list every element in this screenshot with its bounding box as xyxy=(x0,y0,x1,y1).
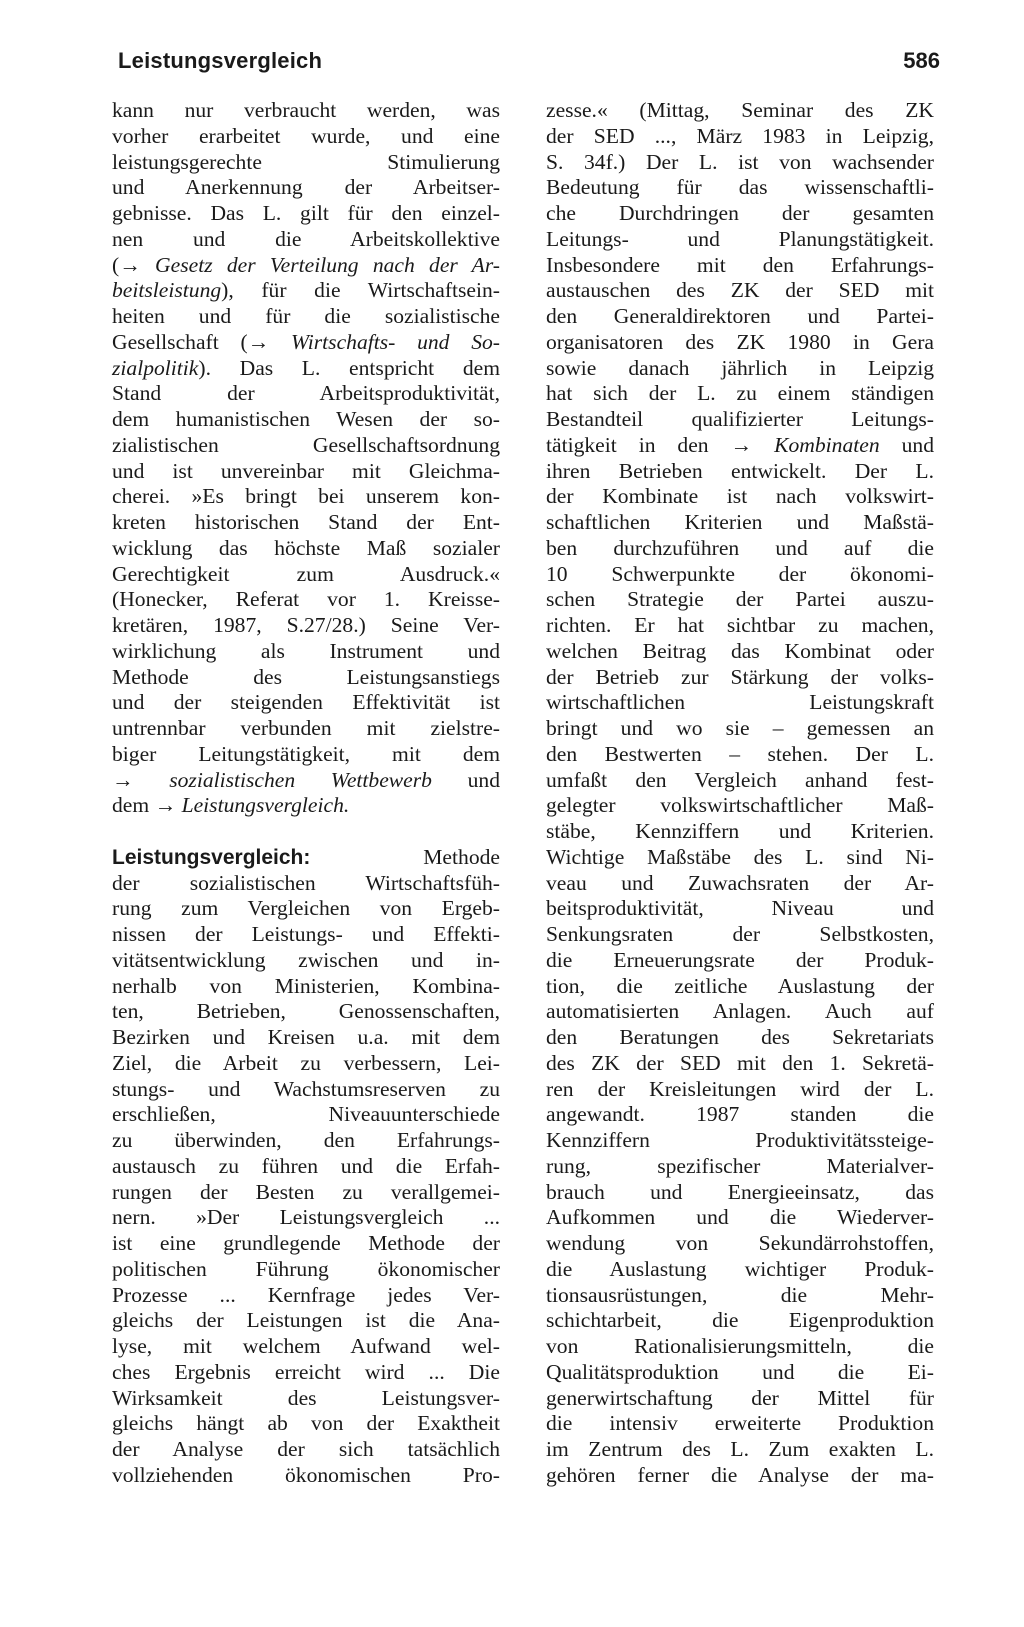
text-line: ben durchzuführen und auf die xyxy=(546,535,934,560)
text-line: umfaßt den Vergleich anhand fest- xyxy=(546,767,934,792)
text-line: ihren Betrieben entwickelt. Der L. xyxy=(546,458,934,483)
text-line: wirtschaftlichen Leistungskraft xyxy=(546,690,934,715)
text-block xyxy=(112,304,500,330)
text-line: den Generaldirektoren und Partei- xyxy=(546,304,934,328)
cross-reference[interactable]: Kombinaten xyxy=(774,432,880,457)
running-head: Leistungsvergleich xyxy=(118,48,323,73)
cross-reference[interactable]: beitsleistung xyxy=(112,278,222,303)
text-line: brauch und Energieeinsatz, das xyxy=(546,1179,934,1204)
text-line: von Rationalisierungsmitteln, die xyxy=(546,1334,934,1358)
text-line: Ziel, die Arbeit zu verbessern, Lei- xyxy=(112,1050,500,1075)
text-line: kreten historischen Stand der Ent- xyxy=(112,510,500,534)
text-line: Bestandteil qualifizierter Leitungs- xyxy=(546,407,934,431)
text-line: bringt und wo sie – gemessen an xyxy=(546,716,934,740)
text-line: zialistischen Gesellschaftsordnung xyxy=(112,432,500,457)
cross-reference-arrow: (→ xyxy=(112,252,141,277)
entry-headword: Leistungsvergleich: xyxy=(112,845,311,869)
text-line: Wichtige Maßstäbe des L. sind Ni- xyxy=(546,844,934,869)
text-line: gleichs hängt ab von der Exaktheit xyxy=(112,1411,500,1436)
text-line: 10 Schwerpunkte der ökonomi- xyxy=(546,561,934,586)
text-line: Senkungsraten der Selbstkosten, xyxy=(546,922,934,946)
text-line: beitsleistung), für die Wirtschaftsein- xyxy=(112,278,500,303)
text-line: nern. »Der Leistungsvergleich ... xyxy=(112,1205,500,1230)
text-line: zialpolitik). Das L. entspricht dem xyxy=(112,355,500,380)
text-line: richten. Er hat sichtbar zu machen, xyxy=(546,613,934,637)
entry-first-line: Leistungsvergleich: Methode xyxy=(112,844,500,869)
page-number: 586 xyxy=(903,48,940,73)
text-line: ren der Kreisleitungen wird der L. xyxy=(546,1076,934,1101)
text-line: ches Ergebnis erreicht wird ... Die xyxy=(112,1359,500,1384)
text-line: vitätsentwicklung zwischen und in- xyxy=(112,947,500,972)
text-line: schichtarbeit, die Eigenproduktion xyxy=(546,1308,934,1333)
text-line: politischen Führung ökonomischer xyxy=(112,1256,500,1281)
text-block xyxy=(546,459,934,1489)
paragraph-gap xyxy=(112,819,500,845)
text-line: tionsausrüstungen, die Mehr- xyxy=(546,1282,934,1307)
text-line: nerhalb von Ministerien, Kombina- xyxy=(112,973,500,998)
text-line: austausch zu führen und die Erfah- xyxy=(112,1153,500,1178)
text-line: austauschen des ZK der SED mit xyxy=(546,278,934,303)
text-line: schen Strategie der Partei auszu- xyxy=(546,587,934,612)
text-line: rungen der Besten zu verallgemei- xyxy=(112,1179,500,1204)
text-line: die Auslastung wichtiger Produk- xyxy=(546,1256,934,1281)
text-line: welchen Beitrag das Kombinat oder xyxy=(546,638,934,663)
text-line: vorher erarbeitet wurde, und eine xyxy=(112,123,500,148)
text-line: che Durchdringen der gesamten xyxy=(546,201,934,225)
text-line: stäbe, Kennziffern und Kriterien. xyxy=(546,819,934,843)
text-line: zesse.« (Mittag, Seminar des ZK xyxy=(546,98,934,122)
text-line: den Beratungen des Sekretariats xyxy=(546,1025,934,1049)
text-line: dem humanistischen Wesen der so- xyxy=(112,407,500,431)
text-line: Methode des Leistungsanstiegs xyxy=(112,664,500,689)
text-line: heiten und für die sozialistische xyxy=(112,304,500,328)
cross-reference[interactable]: zialpolitik xyxy=(112,355,199,380)
text-line: generwirtschaftung der Mittel für xyxy=(546,1385,934,1410)
text-line: Prozesse ... Kernfrage jedes Ver- xyxy=(112,1282,500,1307)
text-line: der Betrieb zur Stärkung der volks- xyxy=(546,664,934,689)
text-block xyxy=(112,871,500,1489)
text-line: organisatoren des ZK 1980 in Gera xyxy=(546,329,934,354)
text-line: der Kombinate ist nach volkswirt- xyxy=(546,484,934,509)
text-line: gehören ferner die Analyse der ma- xyxy=(546,1462,934,1487)
text-line: stungs- und Wachstumsreserven zu xyxy=(112,1076,500,1101)
text-line: Kennziffern Produktivitätssteige- xyxy=(546,1128,934,1152)
text-line: beitsproduktivität, Niveau und xyxy=(546,896,934,921)
text-line: untrennbar verbunden mit zielstre- xyxy=(112,716,500,740)
text-line: ist eine grundlegende Methode der xyxy=(112,1231,500,1255)
text-line: nissen der Leistungs- und Effekti- xyxy=(112,922,500,946)
text-line: wicklung das höchste Maß sozialer xyxy=(112,535,500,560)
text-line: Insbesondere mit den Erfahrungs- xyxy=(546,252,934,277)
text-line: und ist unvereinbar mit Gleichma- xyxy=(112,458,500,483)
text-line: Bezirken und Kreisen u.a. mit dem xyxy=(112,1025,500,1049)
text-line: angewandt. 1987 standen die xyxy=(546,1102,934,1127)
text-line: Gerechtigkeit zum Ausdruck.« xyxy=(112,561,500,586)
text-line: rung zum Vergleichen von Ergeb- xyxy=(112,896,500,921)
text-line: tätigkeit in den → Kombinaten und xyxy=(546,432,934,457)
text-line: veau und Zuwachsraten der Ar- xyxy=(546,870,934,895)
text-line: im Zentrum des L. Zum exakten L. xyxy=(546,1437,934,1461)
text-line xyxy=(112,253,500,279)
text-line: wendung von Sekundärrohstoffen, xyxy=(546,1231,934,1255)
text-line: der SED ..., März 1983 in Leipzig, xyxy=(546,123,934,148)
text-line: gebnisse. Das L. gilt für den einzel- xyxy=(112,201,500,225)
text-line: → sozialistischen Wettbewerb und xyxy=(112,767,500,792)
text-line: kann nur verbraucht werden, was xyxy=(112,98,500,122)
cross-reference-arrow: → xyxy=(112,767,134,792)
text-line: die Erneuerungsrate der Produk- xyxy=(546,947,934,972)
text-line: der Analyse der sich tatsächlich xyxy=(112,1437,500,1461)
text-line: erschließen, Niveauunterschiede xyxy=(112,1102,500,1127)
cross-reference[interactable]: sozialistischen Wettbewerb xyxy=(169,767,432,792)
left-column xyxy=(112,98,500,1489)
text-block xyxy=(112,381,500,767)
text-line: gleichs der Leistungen ist die Ana- xyxy=(112,1308,500,1333)
text-line: ten, Betrieben, Genossenschaften, xyxy=(112,999,500,1024)
text-line: hat sich der L. zu einem ständigen xyxy=(546,381,934,406)
text-line: den Bestwerten – stehen. Der L. xyxy=(546,741,934,766)
text-line: und der steigenden Effektivität ist xyxy=(112,690,500,715)
text-line: Gesellschaft (→ Wirtschafts- und So- xyxy=(112,329,500,354)
text-line: cherei. »Es bringt bei unserem kon- xyxy=(112,484,500,509)
text-line: gelegter volkswirtschaftlicher Maß- xyxy=(546,793,934,818)
text-line: Leitungs- und Planungstätigkeit. xyxy=(546,226,934,251)
text-line: des ZK der SED mit den 1. Sekretä- xyxy=(546,1050,934,1075)
text-line: dem → Leistungsvergleich. xyxy=(112,793,350,818)
text-line: biger Leitungstätigkeit, mit dem xyxy=(112,741,500,766)
text-line: vollziehenden ökonomischen Pro- xyxy=(112,1462,500,1487)
text-line: lyse, mit welchem Aufwand wel- xyxy=(112,1334,500,1358)
text-line: schaftlichen Kriterien und Maßstä- xyxy=(546,510,934,534)
text-line: automatisierten Anlagen. Auch auf xyxy=(546,999,934,1024)
text-block xyxy=(546,98,934,433)
text-line: Wirksamkeit des Leistungsver- xyxy=(112,1385,500,1410)
text-line: der sozialistischen Wirtschaftsfüh- xyxy=(112,870,500,895)
text-line: (Honecker, Referat vor 1. Kreisse- xyxy=(112,587,500,612)
cross-reference[interactable]: Gesetz der Verteilung nach der Ar- xyxy=(155,252,500,277)
cross-reference[interactable]: Wirtschafts- und So- xyxy=(290,329,500,354)
text-line: die intensiv erweiterte Produktion xyxy=(546,1411,934,1436)
text-block xyxy=(112,98,500,253)
text-line: kretären, 1987, S.27/28.) Seine Ver- xyxy=(112,613,500,637)
text-line: Bedeutung für das wissenschaftli- xyxy=(546,175,934,200)
text-line: rung, spezifischer Materialver- xyxy=(546,1153,934,1178)
text-line: Qualitätsproduktion und die Ei- xyxy=(546,1359,934,1384)
text-line: nen und die Arbeitskollektive xyxy=(112,226,500,251)
text-line: S. 34f.) Der L. ist von wachsender xyxy=(546,149,934,174)
text-line: sowie danach jährlich in Leipzig xyxy=(546,355,934,380)
text-line: leistungsgerechte Stimulierung xyxy=(112,149,500,174)
text-line: tion, die zeitliche Auslastung der xyxy=(546,973,934,998)
cross-reference[interactable]: Leistungsvergleich. xyxy=(181,793,350,818)
text-line: zu überwinden, den Erfahrungs- xyxy=(112,1128,500,1152)
text-line: Stand der Arbeitsproduktivität, xyxy=(112,381,500,406)
text-line: wirklichung als Instrument und xyxy=(112,638,500,663)
text-line: Aufkommen und die Wiederver- xyxy=(546,1205,934,1230)
right-column xyxy=(546,98,934,1489)
text-line: und Anerkennung der Arbeitser- xyxy=(112,175,500,200)
